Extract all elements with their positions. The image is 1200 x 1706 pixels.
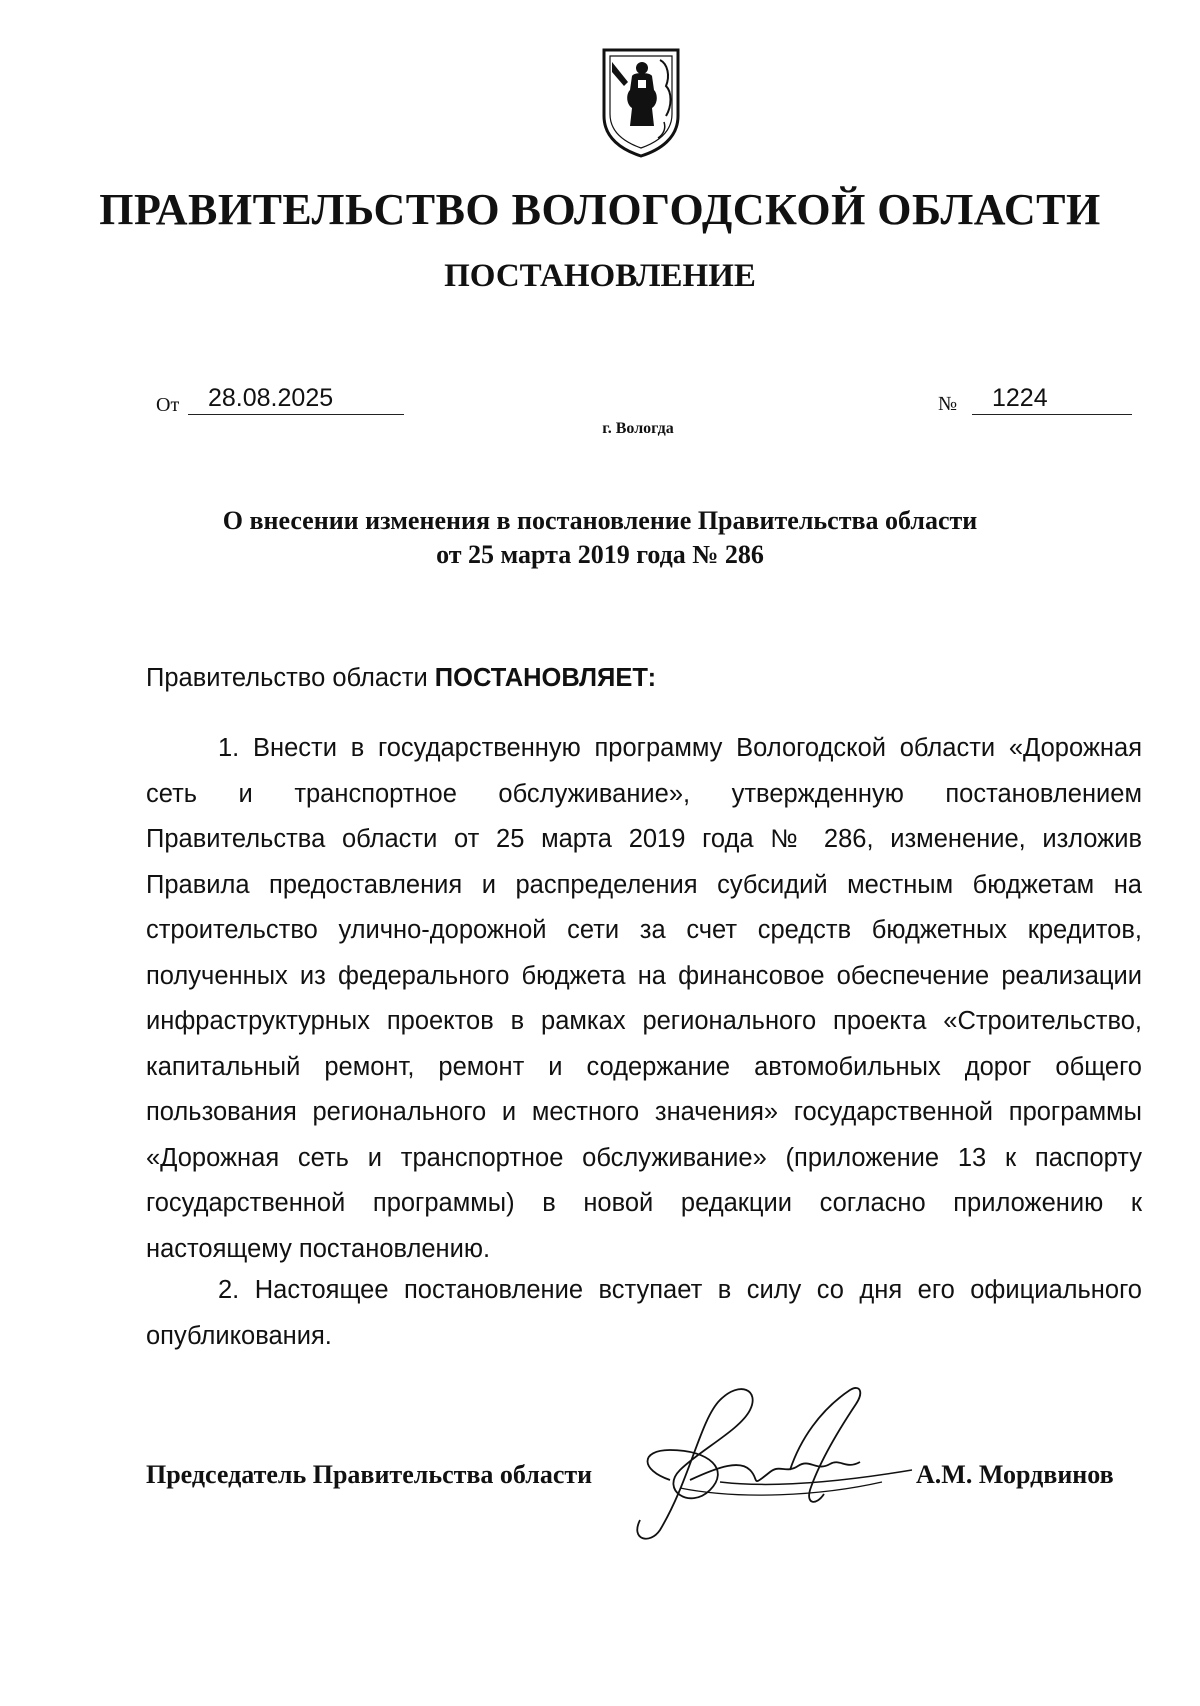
resolution-intro — [146, 664, 1142, 693]
government-title: ПРАВИТЕЛЬСТВО ВОЛОГОДСКОЙ ОБЛАСТИ — [99, 185, 1101, 234]
number-prefix: № — [938, 393, 958, 415]
date-underline — [188, 414, 404, 415]
document-subject — [150, 504, 1050, 572]
paragraph-1: 1. Внести в государственную программу Вологодской области «Дорожная сеть и транспортное обслуживание», утвержденную постановлением Правительства области от 25 марта 2019 года № 286, изменение, изложив Правила предоставления и распределения субсидий местным бюджетам на строительство улично-дорожной сети за счет средств бюджетных кредитов, полученных из федерального бюджета на финансовое обеспечение реализации инфраструктурных проектов в рамках регионального проекта «Строительство, капитальный ремонт, ремонт и содержание автомобильных дорог общего пользования регионального и местного значения» государственной программы «Дорожная сеть и транспортное обслуживание» (приложение 13 к паспорту государственной программы) в новой редакции согласно приложению к настоящему постановлению. — [146, 734, 1142, 1263]
intro-text: Правительство области — [146, 664, 435, 692]
number-underline — [972, 414, 1132, 415]
signatory-position: Председатель Правительства области — [146, 1460, 593, 1489]
paragraph-2: 2. Настоящее постановление вступает в силу со дня его официального опубликования. — [146, 1276, 1142, 1350]
subject-line-2: от 25 марта 2019 года № 286 — [436, 540, 764, 569]
signatory-name: А.М. Мордвинов — [916, 1460, 1114, 1489]
handwritten-signature — [620, 1370, 920, 1570]
subject-line-1: О внесении изменения в постановление Правительства области — [222, 506, 978, 535]
document-date: 28.08.2025 — [208, 384, 334, 412]
coat-of-arms-icon — [598, 46, 684, 158]
city-label: г. Вологда — [602, 420, 674, 437]
date-prefix: От — [156, 394, 180, 416]
document-number: 1224 — [992, 384, 1048, 412]
intro-bold-text: ПОСТАНОВЛЯЕТ: — [434, 664, 657, 692]
document-type: ПОСТАНОВЛЕНИЕ — [444, 258, 756, 294]
